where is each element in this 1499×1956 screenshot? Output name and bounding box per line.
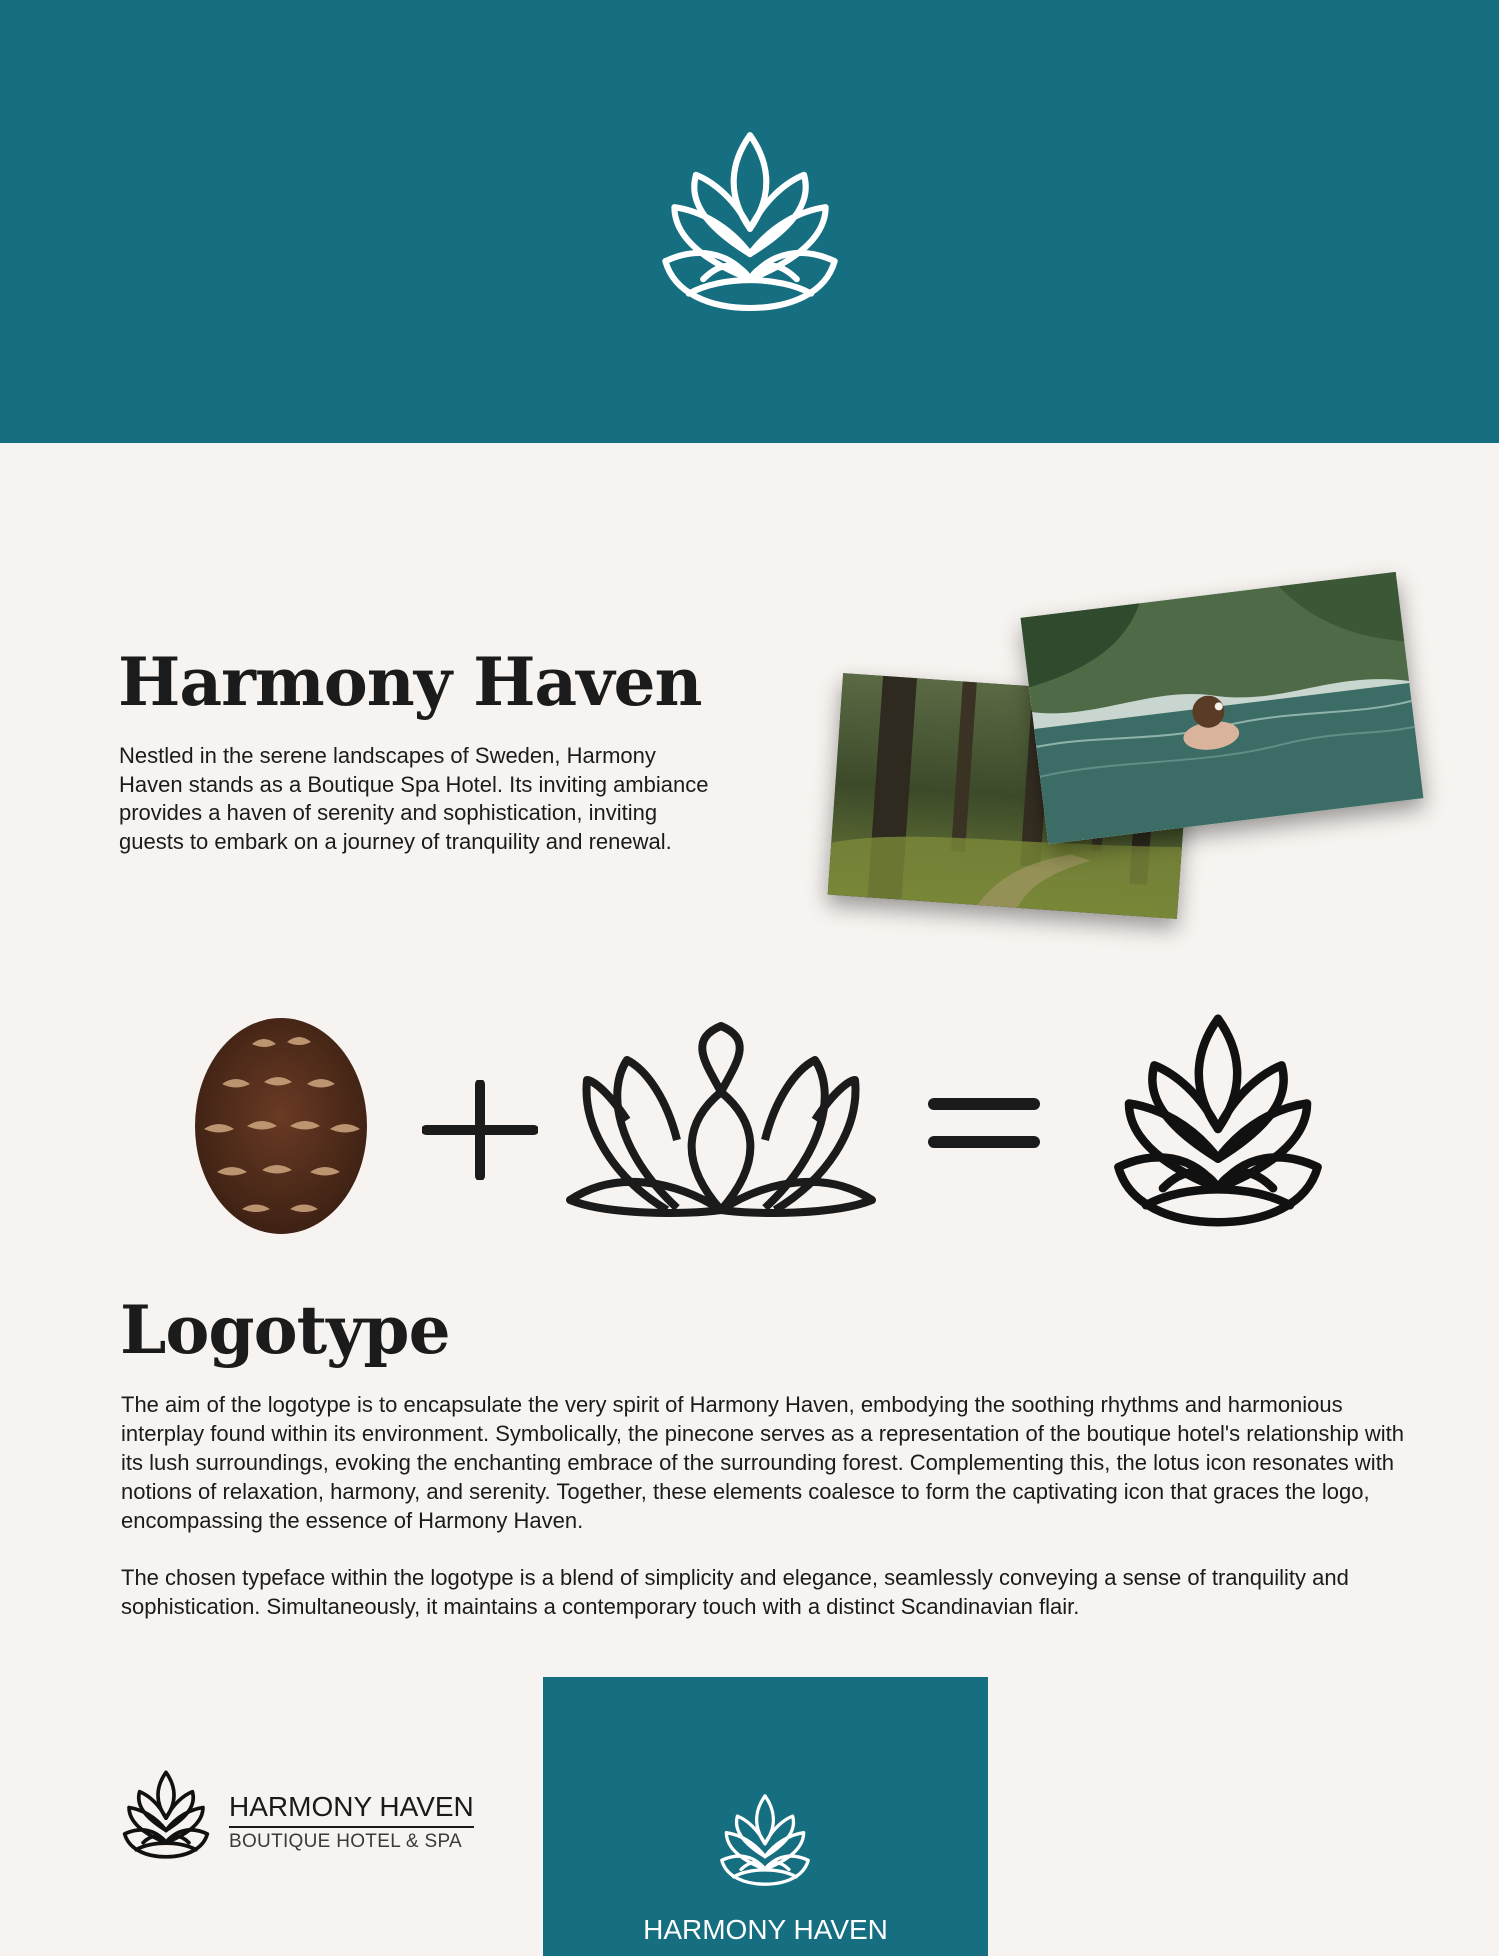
lotus-pinecone-logo-icon	[122, 1766, 210, 1864]
lotus-pinecone-logo-icon	[719, 1789, 811, 1892]
pinecone-photo	[192, 1004, 370, 1236]
intro-paragraph: Nestled in the serene landscapes of Sweden, Harmony Haven stands as a Boutique Spa Hotel. Its inviting ambiance provides a haven of serenity and sophistication, inviting guests to embark on a journey of tranquility and renewal.	[119, 743, 709, 854]
lotus-pinecone-logo-icon	[1112, 1000, 1324, 1243]
brand-card	[543, 1677, 988, 1956]
brand-card-name: HARMONY HAVEN	[643, 1914, 888, 1945]
page-title: Harmony Haven	[118, 643, 702, 721]
plus-icon	[422, 1080, 538, 1180]
equals-icon	[926, 1092, 1042, 1154]
logotype-paragraph-2: The chosen typeface within the logotype is a blend of simplicity and elegance, seamlessly conveying a sense of tranquility and sophistication. Simultaneously, it maintains a contemporary touch with a distinct Scandinavian flair.	[121, 1565, 1349, 1619]
brand-subtitle: BOUTIQUE HOTEL & SPA	[229, 1831, 462, 1852]
lotus-pinecone-logo-icon	[660, 125, 840, 320]
pool-photo	[1021, 572, 1424, 844]
brand-name: HARMONY HAVEN	[229, 1790, 474, 1828]
logotype-paragraph-1: The aim of the logotype is to encapsulate the very spirit of Harmony Haven, embodying the soothing rhythms and harmonious interplay found within its environment. Symbolically, the pinecone serves as a representation of the boutique hotel's relationship with its lush surroundings, evoking the enchanting embrace of the surrounding forest. Complementing this, the lotus icon resonates with notions of relaxation, harmony, and serenity. Together, these elements coalesce to form the captivating icon that graces the logo, encompassing the essence of Harmony Haven.	[121, 1392, 1404, 1533]
hero-banner	[0, 0, 1499, 443]
section-heading-logotype: Logotype	[120, 1291, 450, 1369]
lotus-icon	[565, 1020, 877, 1220]
